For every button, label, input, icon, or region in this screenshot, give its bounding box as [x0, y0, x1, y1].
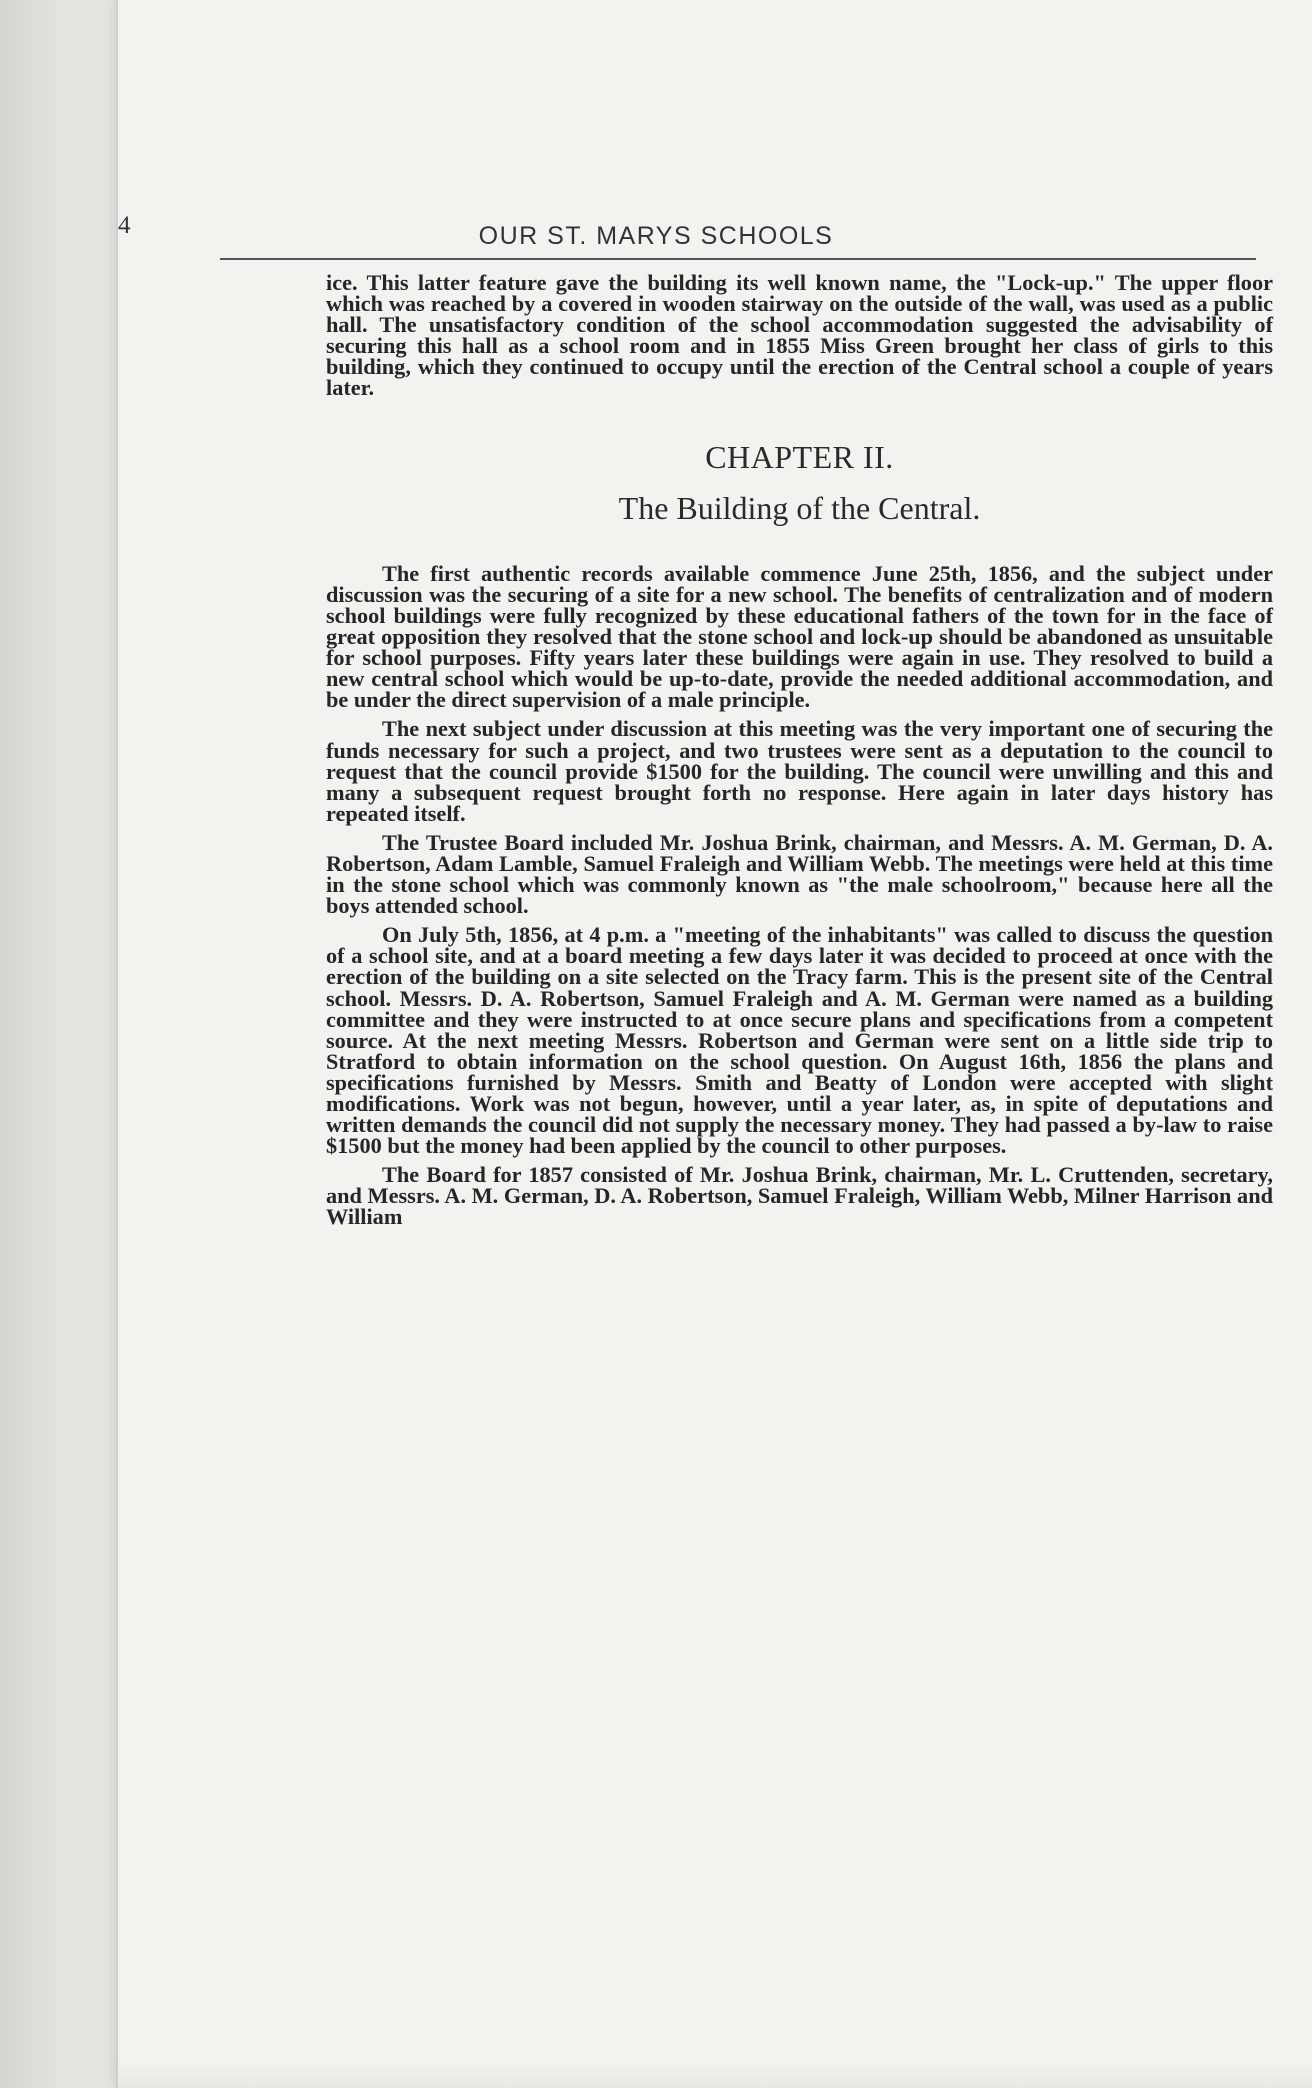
chapter-subtitle: The Building of the Central. [618, 489, 981, 526]
paragraph: The Trustee Board included Mr. Joshua Brink, chairman, and Messrs. A. M. German, D. A. Robertson, Adam Lamble, Samuel Fraleigh and William Webb. The meetings were held at this time in the stone school which was commonly known as "the male schoolroom," because here all the boys attended school. [326, 829, 1273, 919]
paragraph: The first authentic records available commence June 25th, 1856, and the subject under discussion was the securing of a site for a new school. The benefits of centralization and of modern school buildings were fully recognized by these educational fathers of the town for in the face of great opposition they resolved that the stone school and lock-up should be abandoned as unsuitable for school purposes. Fifty years later these buildings were again in use. They resolved to build a new central school which would be up-to-date, provide the needed additional accommodation, and be under the direct supervision of a male principle. [326, 560, 1273, 713]
paragraph-continued: ice. This latter feature gave the building its well known name, the "Lock-up." The upper floor which was reached by a covered in wooden stairway on the outside of the wall, was used as a public hall. The unsatisfactory condition of the school accommodation suggested the advisability of securing this hall as a school room and in 1855 Miss Green brought her class of girls to this building, which they continued to occupy until the erection of the Central school a couple of years later. [326, 270, 1273, 401]
paragraph: On July 5th, 1856, at 4 p.m. a "meeting of the inhabitants" was called to discuss the question of a school site, and at a board meeting a few days later it was decided to proceed at once with the erection of the building on a site selected on the Tracy farm. This is the present site of the Central school. Messrs. D. A. Robertson, Samuel Fraleigh and A. M. German were named as a building committee and they were instructed to at once secure plans and specifications from a competent source. At the next meeting Messrs. Robertson and German were sent on a little side trip to Stratford to obtain information on the school question. On August 16th, 1856 the plans and specifications furnished by Messrs. Smith and Beatty of London were accepted with slight modifications. Work was not begun, however, until a year later, as, in spite of deputations and written demands the council did not supply the necessary money. They had passed a by-law to raise $1500 but the money had been applied by the council to other purposes. [326, 922, 1273, 1159]
paragraph: The Board for 1857 consisted of Mr. Joshua Brink, chairman, Mr. L. Cruttenden, secretary, and Messrs. A. M. German, D. A. Robertson, Samuel Fraleigh, William Webb, Milner Harrison and William [326, 1162, 1273, 1230]
scan-margin-shadow [0, 0, 60, 2088]
running-title: OUR ST. MARYS SCHOOLS [478, 222, 834, 250]
page-number: 4 [118, 212, 131, 239]
chapter-title: CHAPTER II. [705, 438, 894, 475]
paragraph: The next subject under discussion at this meeting was the very important one of securing the funds necessary for such a project, and two trustees were sent as a deputation to the council to request that the council provide $1500 for the building. The council were unwilling and this and many a subsequent request brought forth no response. Here again in later days history has repeated itself. [326, 716, 1273, 826]
page-body [326, 272, 1273, 1228]
page-bottom-edge [118, 2060, 1312, 2088]
